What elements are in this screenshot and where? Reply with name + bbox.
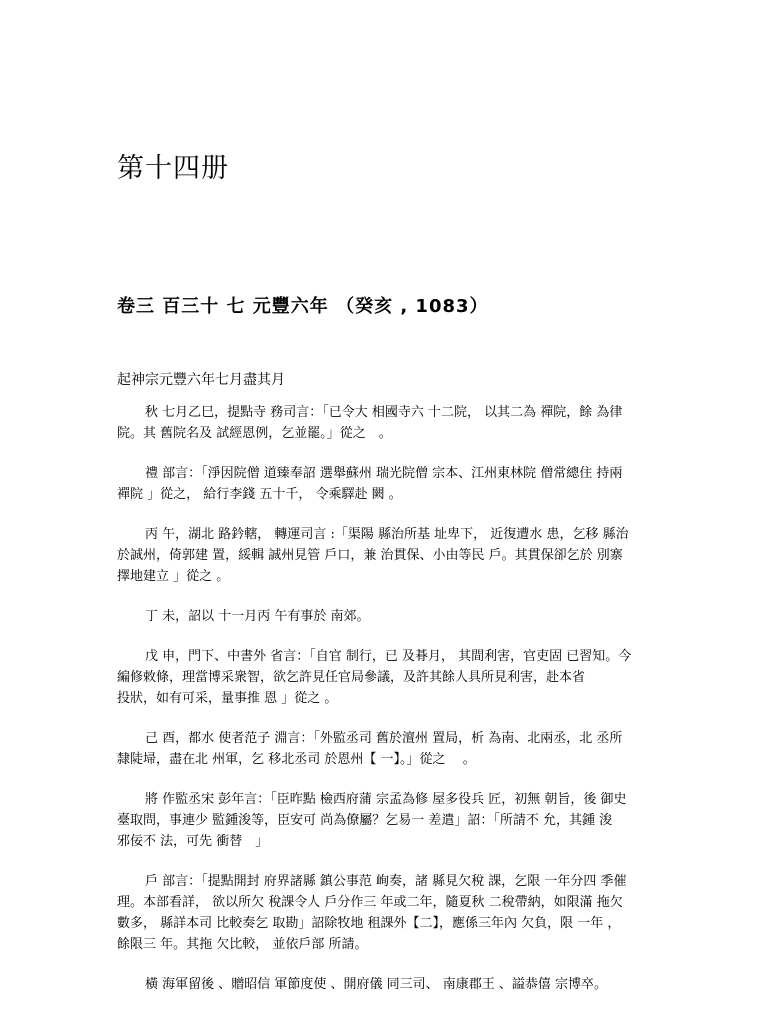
- paragraph-line: 於誠州，倚郭建 置，綏輯 誠州見管 戶口，兼 治貫保、小由等民 戶。其貫保卻乞於 別寨: [117, 548, 623, 563]
- paragraph-6: [117, 728, 657, 770]
- paragraph-1: [117, 402, 657, 444]
- paragraph-line: 禮 部言：「淨因院僧 道臻奉詔 選舉蘇州 瑞光院僧 宗本、江州東林院 僧常總住 持兩: [145, 466, 623, 481]
- paragraph-line: 己 酉，都水 使者范子 淵言：「外監丞司 舊於澶州 置局，析 為南、北兩丞，北 丞所: [145, 731, 623, 746]
- paragraph-3: [117, 524, 657, 587]
- volume-title: 第十四册: [117, 153, 229, 184]
- paragraph-line: 院。其 舊院名及 試經恩例，乞並罷。」從之 。: [117, 426, 392, 441]
- paragraph-line: 臺取問，事連少 監鍾浚等，臣安可 尚為僚屬？乞易一 差遣」詔：「所請不 允，其鍾 浚: [117, 813, 613, 828]
- paragraph-9: [117, 974, 657, 995]
- paragraph-7: [117, 789, 657, 852]
- paragraph-line: 投狀，如有可采，量事推 恩 」從之 。: [117, 691, 338, 706]
- chapter-title: 卷三 百三十 七 元豐六年 （癸亥 , 1083）: [117, 296, 489, 317]
- paragraph-5: [117, 646, 657, 709]
- chapter-subtitle: 起神宗元豐六年七月盡其月: [117, 372, 285, 388]
- paragraph-line: 戊 申，門下、中書外 省言：「自官 制行，已 及朞月， 其間利害，官吏固 已習知。今: [145, 649, 632, 664]
- paragraph-8: [117, 871, 657, 955]
- paragraph-4: [117, 606, 657, 627]
- paragraph-line: 擇地建立 」從之 。: [117, 569, 230, 584]
- paragraph-line: 數多， 縣詳本司 比較奏乞 取勘」詔除牧地 租課外【二】，應係三年內 欠負，限 一年 ，: [117, 916, 621, 931]
- paragraph-line: 丙 午，湖北 路鈐轄， 轉運司言 :「渠陽 縣治所基 址卑下， 近復遭水 患，乞移 縣治: [145, 527, 629, 542]
- paragraph-line: 禪院 」從之， 給行李錢 五十千， 令乘驛赴 闕 。: [117, 487, 402, 502]
- document-body: [117, 402, 657, 1014]
- paragraph-line: 編修敕條，理當博采衆智，欲乞許見任官局參議，及許其餘人具所見利害，赴本省: [117, 670, 586, 685]
- paragraph-line: 餘限三 年。其拖 欠比較， 並依戶部 所請。: [117, 937, 368, 952]
- paragraph-line: 將 作監丞宋 彭年言：「臣昨點 檢西府蒲 宗孟為修 屋多役兵 匠，初無 朝旨，後 御史: [145, 792, 627, 807]
- paragraph-line: 隸陡埽，盡在北 州軍，乞 移北丞司 於恩州【 一】。」從之 。: [117, 752, 476, 767]
- paragraph-line: 理。本部看詳， 欲以所欠 稅課令人 戶分作三 年或二年，隨夏秋 二稅帶納，如限滿 拖欠: [117, 895, 623, 910]
- paragraph-line: 丁 未，詔以 十一月丙 午有事於 南郊。: [145, 609, 370, 624]
- paragraph-line: 秋 七月乙巳，提點寺 務司言：「已令大 相國寺六 十二院， 以其二為 禪院，餘 為律: [145, 405, 623, 420]
- paragraph-2: [117, 463, 657, 505]
- paragraph-line: 邪佞不 法，可先 衝替 」: [117, 834, 269, 849]
- paragraph-line: 戶 部言：「提點開封 府界諸縣 鎮公事范 峋奏，諸 縣見欠稅 課，乞限 一年分四 季催: [145, 874, 627, 889]
- paragraph-line: 橫 海軍留後 、贈昭信 軍節度使 、開府儀 同三司、 南康郡王 、謚恭僖 宗博卒。: [145, 977, 608, 992]
